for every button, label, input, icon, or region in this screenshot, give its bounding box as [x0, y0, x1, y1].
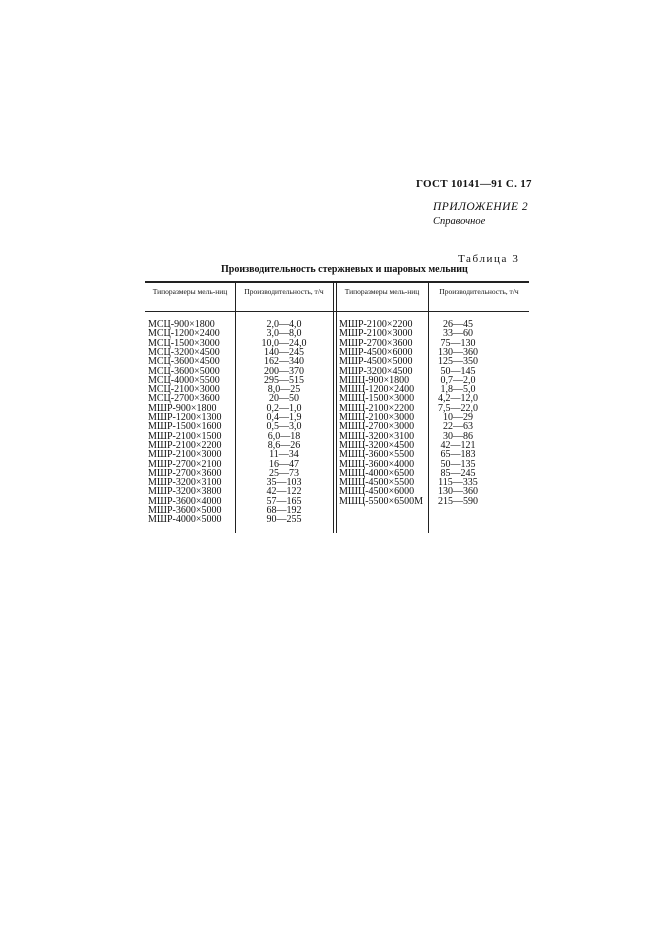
- left-mill-size-cell: МШР-2100×2200: [148, 439, 222, 451]
- left-productivity-cell: 0,4—1,9: [266, 412, 302, 423]
- left-productivity-cell: 3,0—8,0: [266, 328, 302, 340]
- left-productivity-cell: 11—34: [269, 449, 299, 461]
- appendix-title: ПРИЛОЖЕНИЕ 2: [433, 201, 529, 213]
- left-productivity-cell: 295—515: [264, 374, 304, 386]
- left-productivity-cell: 57—165: [266, 495, 302, 507]
- header-mill-size-right: Типоразмеры мель-ниц: [344, 287, 420, 296]
- right-productivity-cell: 85—245: [440, 467, 476, 479]
- left-mill-size-cell: МШР-3200×3100: [148, 477, 222, 489]
- left-mill-size-cell: МШР-1500×1600: [148, 421, 222, 433]
- left-mill-size-cell: МСЦ-1500×3000: [148, 337, 220, 349]
- left-mill-size-cell: МШР-3600×4000: [148, 495, 222, 507]
- right-productivity-cell: 33—60: [443, 328, 473, 340]
- mill-productivity-table: [145, 281, 529, 533]
- left-productivity-cell: 42—122: [266, 486, 302, 498]
- right-productivity-cell: 30—86: [443, 430, 473, 442]
- left-mill-size-cell: МСЦ-2700×3600: [148, 393, 220, 405]
- right-productivity-cell: 4,2—12,0: [438, 393, 478, 405]
- right-mill-size-cell: МШР-2700×3600: [339, 337, 413, 349]
- left-productivity-cell: 16—47: [269, 458, 299, 470]
- left-productivity-cell: 68—192: [266, 505, 302, 516]
- right-productivity-cell: 50—135: [440, 458, 476, 470]
- right-mill-size-cell: МШЦ-900×1800: [339, 374, 410, 386]
- left-productivity-cell: 0,2—1,0: [266, 402, 302, 414]
- right-productivity-cell: 0,7—2,0: [440, 374, 476, 386]
- right-productivity-cell: 42—121: [440, 439, 476, 451]
- left-productivity-cell: 25—73: [269, 467, 299, 479]
- left-mill-size-cell: МСЦ-1200×2400: [148, 328, 220, 340]
- right-productivity-cell: 115—335: [438, 477, 478, 489]
- right-productivity-cell: 1,8—5,0: [440, 384, 476, 396]
- right-mill-size-cell: МШЦ-1200×2400: [339, 384, 415, 396]
- right-mill-size-cell: МШЦ-4500×6000: [339, 486, 415, 498]
- table-number: Таблица 3: [458, 253, 520, 265]
- header-productivity-left: Производительность, т/ч: [244, 287, 324, 296]
- left-productivity-cell: 140—245: [264, 346, 304, 358]
- right-mill-size-cell: МШЦ-1500×3000: [339, 393, 415, 405]
- left-productivity-cell: 0,5—3,0: [266, 421, 302, 433]
- left-mill-size-cell: МШР-2700×3600: [148, 467, 222, 479]
- left-productivity-cell: 90—255: [266, 514, 302, 526]
- left-productivity-cell: 35—103: [266, 477, 302, 489]
- right-mill-size-cell: МШР-2100×2200: [339, 319, 413, 330]
- right-mill-size-cell: МШЦ-2700×3000: [339, 421, 415, 433]
- left-mill-size-cell: МШР-3600×5000: [148, 505, 222, 516]
- header-bottom-rule: [145, 311, 529, 312]
- left-mill-size-cell: МСЦ-3200×4500: [148, 346, 220, 358]
- left-productivity-cell: 162—340: [264, 356, 304, 368]
- column-divider-2b: [336, 281, 337, 533]
- left-productivity-cell: 20—50: [269, 393, 299, 405]
- left-mill-size-cell: МШР-2100×1500: [148, 430, 222, 442]
- right-mill-size-cell: МШЦ-2100×3000: [339, 412, 415, 423]
- right-mill-size-cell: МШЦ-5500×6500М: [339, 495, 424, 507]
- header-productivity-right: Производительность, т/ч: [439, 287, 519, 296]
- right-productivity-cell: 130—360: [438, 486, 478, 498]
- table-title: Производительность стержневых и шаровых мельниц: [221, 264, 468, 275]
- left-productivity-cell: 200—370: [264, 365, 304, 377]
- right-productivity-cell: 130—360: [438, 346, 478, 358]
- left-mill-size-cell: МСЦ-4000×5500: [148, 374, 220, 386]
- left-mill-size-cell: МСЦ-3600×4500: [148, 356, 220, 368]
- left-mill-size-cell: МШР-2700×2100: [148, 458, 222, 470]
- table-top-rule: [145, 281, 529, 283]
- header-mill-size-left: Типоразмеры мель-ниц: [152, 287, 228, 296]
- left-productivity-cell: 10,0—24,0: [261, 337, 307, 349]
- right-mill-size-cell: МШЦ-3600×4000: [339, 458, 415, 470]
- right-productivity-cell: 65—183: [440, 449, 476, 461]
- right-productivity-cell: 75—130: [440, 337, 476, 349]
- right-mill-size-cell: МШЦ-3200×4500: [339, 439, 415, 451]
- column-divider-1: [235, 281, 236, 533]
- right-mill-size-cell: МШР-4500×5000: [339, 356, 413, 368]
- left-mill-size-cell: МШР-1200×1300: [148, 412, 222, 423]
- right-mill-size-cell: МШЦ-3200×3100: [339, 430, 415, 442]
- left-productivity-cell: 6,0—18: [267, 430, 301, 442]
- document-header: ГОСТ 10141—91 С. 17: [416, 178, 532, 190]
- right-mill-size-cell: МШР-3200×4500: [339, 365, 413, 377]
- left-productivity-cell: 2,0—4,0: [266, 319, 302, 330]
- left-mill-size-cell: МШР-2100×3000: [148, 449, 222, 461]
- right-mill-size-cell: МШЦ-3600×5500: [339, 449, 415, 461]
- left-mill-size-cell: МСЦ-900×1800: [148, 319, 215, 330]
- right-mill-size-cell: МШР-2100×3000: [339, 328, 413, 340]
- right-productivity-cell: 50—145: [440, 365, 476, 377]
- right-mill-size-cell: МШЦ-2100×2200: [339, 402, 415, 414]
- left-mill-size-cell: МШР-900×1800: [148, 402, 217, 414]
- left-mill-size-cell: МСЦ-3600×5000: [148, 365, 220, 377]
- left-mill-size-cell: МСЦ-2100×3000: [148, 384, 220, 396]
- right-productivity-cell: 215—590: [438, 495, 478, 507]
- left-productivity-cell: 8,0—25: [267, 384, 301, 396]
- appendix-note: Справочное: [433, 216, 486, 227]
- left-productivity-cell: 8,6—26: [267, 439, 301, 451]
- right-mill-size-cell: МШР-4500×6000: [339, 346, 413, 358]
- right-productivity-cell: 22—63: [443, 421, 473, 433]
- right-productivity-cell: 7,5—22,0: [438, 402, 478, 414]
- right-productivity-cell: 26—45: [443, 319, 473, 330]
- right-productivity-cell: 10—29: [443, 412, 473, 423]
- left-mill-size-cell: МШР-3200×3800: [148, 486, 222, 498]
- right-mill-size-cell: МШЦ-4500×5500: [339, 477, 415, 489]
- left-mill-size-cell: МШР-4000×5000: [148, 514, 222, 526]
- right-mill-size-cell: МШЦ-4000×6500: [339, 467, 415, 479]
- right-productivity-cell: 125—350: [438, 356, 478, 368]
- column-divider-2a: [333, 281, 334, 533]
